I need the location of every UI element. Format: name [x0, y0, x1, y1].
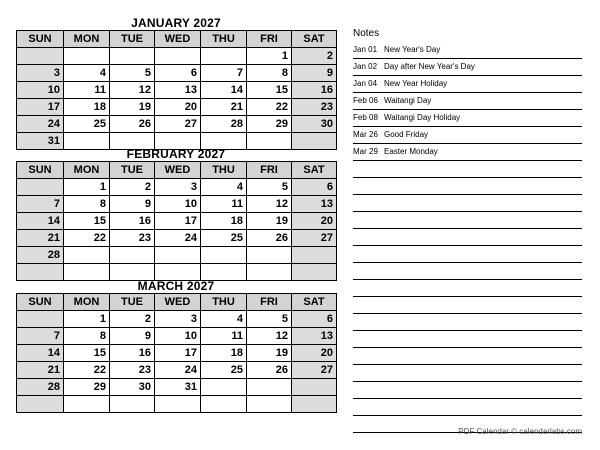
day-cell — [155, 247, 201, 264]
day-cell: 3 — [17, 65, 64, 82]
note-date: Mar 26 — [353, 130, 378, 139]
note-blank-line — [353, 195, 582, 212]
note-blank-line — [353, 263, 582, 280]
note-blank-line — [353, 297, 582, 314]
day-cell — [64, 247, 110, 264]
week-row — [17, 362, 337, 379]
weekday-header-row — [17, 162, 337, 179]
day-cell: 4 — [64, 65, 110, 82]
day-cell — [17, 48, 64, 65]
day-cell: 23 — [110, 230, 155, 247]
note-date: Jan 04 — [353, 79, 378, 88]
day-cell: 16 — [110, 345, 155, 362]
day-cell — [64, 396, 110, 413]
notes-title: Notes — [353, 28, 380, 39]
note-text: New Year Holiday — [384, 79, 448, 88]
day-cell: 5 — [247, 179, 292, 196]
month-calendar — [16, 147, 336, 281]
note-blank-line — [353, 178, 582, 195]
day-cell: 11 — [201, 328, 247, 345]
month-calendar — [16, 16, 336, 150]
day-cell: 4 — [201, 179, 247, 196]
day-cell: 8 — [64, 196, 110, 213]
day-cell — [292, 247, 337, 264]
day-cell: 7 — [201, 65, 247, 82]
day-cell: 24 — [17, 116, 64, 133]
weekday-header: THU — [201, 162, 247, 179]
note-line — [353, 144, 582, 161]
month-title: MARCH 2027 — [137, 279, 215, 293]
note-blank-line — [353, 229, 582, 246]
day-cell: 30 — [292, 116, 337, 133]
day-cell: 16 — [110, 213, 155, 230]
day-cell: 5 — [247, 311, 292, 328]
day-cell: 2 — [110, 311, 155, 328]
footer-credit: PDF Calendar © calendarlabs.com — [458, 427, 582, 436]
day-cell: 12 — [110, 82, 155, 99]
week-row — [17, 48, 337, 65]
day-cell — [155, 264, 201, 281]
week-row — [17, 264, 337, 281]
day-cell: 29 — [247, 116, 292, 133]
day-cell — [292, 264, 337, 281]
day-cell — [201, 48, 247, 65]
note-blank-line — [353, 280, 582, 297]
weekday-header: WED — [155, 294, 201, 311]
day-cell: 21 — [17, 230, 64, 247]
day-cell: 23 — [292, 99, 337, 116]
day-cell — [64, 264, 110, 281]
month-grid — [16, 30, 337, 150]
week-row — [17, 311, 337, 328]
weekday-header: FRI — [247, 294, 292, 311]
day-cell: 2 — [292, 48, 337, 65]
day-cell: 24 — [155, 362, 201, 379]
month-calendar — [16, 279, 336, 413]
day-cell — [292, 396, 337, 413]
day-cell — [155, 48, 201, 65]
note-text: Waitangi Day — [384, 96, 432, 105]
day-cell: 17 — [17, 99, 64, 116]
note-blank-line — [353, 212, 582, 229]
day-cell — [201, 396, 247, 413]
day-cell: 9 — [110, 328, 155, 345]
day-cell — [155, 396, 201, 413]
weekday-header-row — [17, 294, 337, 311]
note-blank-line — [353, 161, 582, 178]
week-row — [17, 116, 337, 133]
note-line — [353, 93, 582, 110]
day-cell: 6 — [292, 311, 337, 328]
note-text: Good Friday — [384, 130, 429, 139]
day-cell: 2 — [110, 179, 155, 196]
week-row — [17, 179, 337, 196]
day-cell: 18 — [64, 99, 110, 116]
day-cell — [64, 48, 110, 65]
month-title: FEBRUARY 2027 — [126, 147, 226, 161]
day-cell: 14 — [201, 82, 247, 99]
day-cell — [110, 247, 155, 264]
day-cell: 18 — [201, 213, 247, 230]
note-blank-line — [353, 365, 582, 382]
day-cell: 29 — [64, 379, 110, 396]
weekday-header-row — [17, 31, 337, 48]
week-row — [17, 213, 337, 230]
note-text: Easter Monday — [384, 147, 438, 156]
weekday-header: SUN — [17, 162, 64, 179]
day-cell: 6 — [155, 65, 201, 82]
day-cell: 28 — [17, 379, 64, 396]
week-row — [17, 82, 337, 99]
day-cell: 27 — [155, 116, 201, 133]
note-text: Waitangi Day Holiday — [384, 113, 461, 122]
weekday-header: SAT — [292, 31, 337, 48]
day-cell: 15 — [64, 213, 110, 230]
day-cell: 12 — [247, 328, 292, 345]
note-blank-line — [353, 382, 582, 399]
day-cell — [17, 311, 64, 328]
note-line — [353, 59, 582, 76]
weekday-header: WED — [155, 31, 201, 48]
day-cell — [201, 264, 247, 281]
day-cell: 1 — [64, 179, 110, 196]
weekday-header: SAT — [292, 162, 337, 179]
note-blank-line — [353, 246, 582, 263]
day-cell: 20 — [292, 213, 337, 230]
day-cell — [17, 179, 64, 196]
day-cell: 14 — [17, 213, 64, 230]
day-cell: 25 — [64, 116, 110, 133]
day-cell: 14 — [17, 345, 64, 362]
day-cell: 23 — [110, 362, 155, 379]
day-cell — [201, 379, 247, 396]
day-cell: 13 — [155, 82, 201, 99]
note-blank-line — [353, 331, 582, 348]
day-cell: 28 — [17, 247, 64, 264]
weekday-header: TUE — [110, 31, 155, 48]
note-line — [353, 42, 582, 59]
day-cell — [110, 396, 155, 413]
day-cell: 12 — [247, 196, 292, 213]
weekday-header: SAT — [292, 294, 337, 311]
day-cell: 19 — [247, 213, 292, 230]
notes-panel — [353, 26, 582, 433]
day-cell — [110, 264, 155, 281]
day-cell: 21 — [201, 99, 247, 116]
day-cell — [201, 247, 247, 264]
day-cell: 25 — [201, 362, 247, 379]
day-cell: 16 — [292, 82, 337, 99]
day-cell: 15 — [64, 345, 110, 362]
week-row — [17, 247, 337, 264]
note-line — [353, 76, 582, 93]
day-cell: 15 — [247, 82, 292, 99]
weekday-header: SUN — [17, 294, 64, 311]
day-cell — [110, 48, 155, 65]
day-cell: 26 — [247, 230, 292, 247]
day-cell — [292, 379, 337, 396]
day-cell: 22 — [247, 99, 292, 116]
day-cell — [247, 396, 292, 413]
weekday-header: MON — [64, 162, 110, 179]
day-cell: 27 — [292, 230, 337, 247]
day-cell: 8 — [247, 65, 292, 82]
note-date: Feb 08 — [353, 113, 378, 122]
day-cell: 1 — [64, 311, 110, 328]
weekday-header: FRI — [247, 31, 292, 48]
weekday-header: MON — [64, 294, 110, 311]
day-cell — [17, 396, 64, 413]
day-cell: 11 — [64, 82, 110, 99]
day-cell: 10 — [155, 328, 201, 345]
day-cell: 3 — [155, 311, 201, 328]
weekday-header: TUE — [110, 162, 155, 179]
day-cell: 19 — [247, 345, 292, 362]
day-cell: 30 — [110, 379, 155, 396]
day-cell: 9 — [110, 196, 155, 213]
note-blank-line — [353, 348, 582, 365]
week-row — [17, 230, 337, 247]
note-blank-line — [353, 314, 582, 331]
day-cell: 13 — [292, 196, 337, 213]
week-row — [17, 345, 337, 362]
day-cell — [17, 264, 64, 281]
week-row — [17, 65, 337, 82]
week-row — [17, 99, 337, 116]
day-cell: 24 — [155, 230, 201, 247]
day-cell: 26 — [247, 362, 292, 379]
weekday-header: TUE — [110, 294, 155, 311]
note-date: Mar 29 — [353, 147, 378, 156]
week-row — [17, 396, 337, 413]
day-cell — [247, 379, 292, 396]
day-cell: 22 — [64, 230, 110, 247]
day-cell: 11 — [201, 196, 247, 213]
day-cell: 10 — [17, 82, 64, 99]
weekday-header: WED — [155, 162, 201, 179]
day-cell — [247, 264, 292, 281]
day-cell: 19 — [110, 99, 155, 116]
note-line — [353, 110, 582, 127]
day-cell: 25 — [201, 230, 247, 247]
note-text: Day after New Year's Day — [384, 62, 475, 71]
day-cell: 3 — [155, 179, 201, 196]
day-cell: 27 — [292, 362, 337, 379]
day-cell: 10 — [155, 196, 201, 213]
week-row — [17, 328, 337, 345]
week-row — [17, 196, 337, 213]
weekday-header: THU — [201, 294, 247, 311]
week-row — [17, 379, 337, 396]
day-cell: 31 — [155, 379, 201, 396]
day-cell: 28 — [201, 116, 247, 133]
day-cell: 20 — [155, 99, 201, 116]
day-cell: 20 — [292, 345, 337, 362]
day-cell: 26 — [110, 116, 155, 133]
day-cell: 17 — [155, 345, 201, 362]
weekday-header: THU — [201, 31, 247, 48]
day-cell: 7 — [17, 196, 64, 213]
day-cell: 31 — [17, 133, 64, 150]
month-grid — [16, 293, 337, 413]
day-cell: 4 — [201, 311, 247, 328]
weekday-header: SUN — [17, 31, 64, 48]
day-cell: 8 — [64, 328, 110, 345]
weekday-header: MON — [64, 31, 110, 48]
day-cell: 1 — [247, 48, 292, 65]
day-cell: 13 — [292, 328, 337, 345]
day-cell: 22 — [64, 362, 110, 379]
day-cell — [247, 247, 292, 264]
day-cell: 17 — [155, 213, 201, 230]
day-cell: 9 — [292, 65, 337, 82]
note-date: Jan 01 — [353, 45, 378, 54]
note-date: Jan 02 — [353, 62, 378, 71]
day-cell: 5 — [110, 65, 155, 82]
day-cell: 7 — [17, 328, 64, 345]
day-cell: 21 — [17, 362, 64, 379]
note-text: New Year's Day — [384, 45, 441, 54]
day-cell: 18 — [201, 345, 247, 362]
day-cell: 6 — [292, 179, 337, 196]
note-date: Feb 06 — [353, 96, 378, 105]
weekday-header: FRI — [247, 162, 292, 179]
note-blank-line — [353, 399, 582, 416]
month-title: JANUARY 2027 — [131, 16, 221, 30]
note-line — [353, 127, 582, 144]
month-grid — [16, 161, 337, 281]
